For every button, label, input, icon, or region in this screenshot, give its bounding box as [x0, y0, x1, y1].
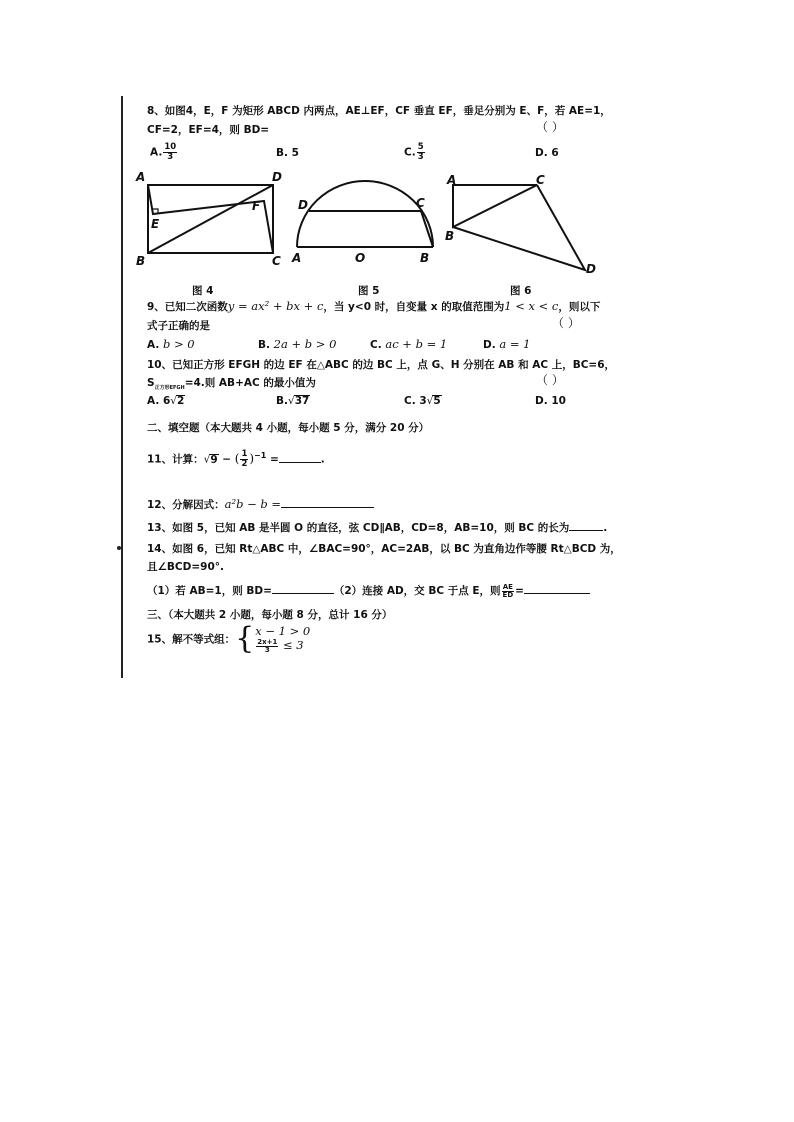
q15-prefix: 15、解不等式组：	[147, 633, 236, 646]
q14-line1: 14、如图 6，已知 Rt△ABC 中，∠BAC=90°，AC=2AB，以 BC 为直角边作等腰 Rt△BCD 为，	[147, 543, 621, 555]
fig4-label-b: B	[136, 254, 146, 268]
q9-option-d-math: a = 1	[499, 337, 531, 351]
q13-text: 13、如图 5，已知 AB 是半圆 O 的直径，弦 CD∥AB，CD=8，AB=10，则 BC 的长为	[147, 522, 570, 534]
fig6-triangle-bcd	[453, 185, 585, 270]
q10-option-a-radicand: 2	[176, 395, 185, 407]
q10-area-symbol: S	[147, 377, 155, 389]
fig5-label-o: O	[355, 251, 366, 265]
q15-rows	[255, 624, 310, 654]
q8-option-d: D. 6	[535, 147, 559, 159]
q9-option-c-label: C.	[370, 339, 382, 351]
q13-answer-blank[interactable]	[569, 519, 603, 531]
q9-option-c-math: ac + b = 1	[385, 337, 448, 351]
section2-title: 二、填空题（本大题共 4 小题，每小题 5 分，满分 20 分）	[147, 422, 430, 434]
q11-answer-blank[interactable]	[279, 451, 321, 463]
q15-row2-rest: ≤ 3	[283, 638, 304, 653]
q15-row2	[255, 638, 310, 654]
q9-line2: 式子正确的是	[147, 320, 210, 332]
q15	[147, 621, 311, 656]
section3-title: 三、（本大题共 2 小题，每小题 8 分，总计 16 分）	[147, 609, 393, 621]
q9-line1	[147, 299, 600, 314]
q11-frac-num: 1	[241, 449, 248, 459]
q11-minus: −	[218, 453, 235, 466]
q12	[147, 496, 374, 512]
q9-option-b	[258, 337, 336, 351]
q14-equals: =	[515, 585, 524, 597]
q11-fraction	[240, 450, 248, 469]
fig5-label-d: D	[298, 198, 308, 212]
q8-option-a-num: 10	[164, 142, 177, 152]
q13-end: .	[603, 522, 608, 534]
q10-option-c-root-icon: √	[426, 395, 434, 407]
q10-option-c-label: C. 3	[404, 395, 427, 407]
fig6-label-a: A	[447, 173, 457, 187]
q12-answer-blank[interactable]	[281, 496, 374, 508]
figure-4	[0, 0, 794, 300]
q10-option-b-root-icon: √	[288, 395, 295, 407]
fig5-semicircle-arc	[297, 181, 433, 247]
fig4-label-e: E	[151, 217, 160, 231]
q8-option-c-label: C.	[404, 146, 416, 159]
q14-part1: （1）若 AB=1，则 BD=	[147, 585, 272, 597]
fig4-label-a: A	[136, 170, 146, 184]
margin-mark	[117, 546, 121, 550]
q9-prefix: 9、已知二次函数	[147, 301, 228, 313]
q14-part2: （2）连接 AD，交 BC 于点 E，则	[333, 585, 501, 597]
q10-line1: 10、已知正方形 EFGH 的边 EF 在△ABC 的边 BC 上，点 G、H 分别在 AB 和 AC 上，BC=6，	[147, 359, 616, 371]
q8-option-a-label: A.	[150, 146, 163, 159]
fig6-triangle-abc	[453, 185, 537, 227]
q8-option-a-den: 3	[167, 152, 174, 162]
q14-part1-blank[interactable]	[272, 582, 334, 594]
fig6-caption: 图 6	[510, 285, 532, 297]
q9-option-d-label: D.	[483, 339, 496, 351]
fig5-label-a: A	[292, 251, 302, 265]
q11-prefix: 11、计算：	[147, 453, 204, 466]
q10-area-subscript: 正方形EFGH	[154, 385, 185, 392]
fig6-label-c: C	[536, 173, 545, 187]
q8-answer-paren: （ ）	[536, 120, 564, 134]
q10-option-b-label: B.	[276, 395, 288, 407]
q10-option-a-root-icon: √	[170, 395, 177, 407]
q15-row1: x − 1 > 0	[255, 624, 311, 639]
q10-option-b-radicand: 37	[294, 395, 310, 407]
q9-option-a-math: b > 0	[162, 337, 195, 351]
q15-inequality-system	[235, 621, 311, 656]
fig5-caption: 图 5	[358, 285, 380, 297]
q10-option-a-label: A. 6	[147, 395, 171, 407]
q10-option-a	[147, 395, 185, 407]
q10-line2	[147, 375, 316, 391]
q8-text-line2: CF=2，EF=4，则 BD=	[147, 124, 270, 136]
q14-parts	[147, 582, 590, 599]
q9-option-d	[483, 337, 531, 351]
q9-option-b-label: B.	[258, 339, 270, 351]
q10-option-b	[276, 395, 310, 407]
q9-option-c	[370, 337, 447, 351]
fig5-label-c: C	[416, 196, 425, 210]
q9-option-a	[147, 337, 195, 351]
q11-radicand: 9	[210, 453, 218, 466]
fig4-caption: 图 4	[192, 285, 214, 297]
fig5-label-b: B	[420, 251, 430, 265]
fig4-label-f: F	[252, 199, 261, 213]
q14-line2: 且∠BCD=90°.	[147, 561, 224, 573]
q14-frac-num: AE	[502, 582, 513, 591]
q11-open-paren: (	[234, 451, 240, 466]
q13	[147, 519, 607, 535]
q10-line2-rest: =4.则 AB+AC 的最小值为	[184, 377, 316, 389]
q9-answer-paren: （ ）	[552, 316, 580, 330]
q10-option-d: D. 10	[535, 395, 566, 407]
fig6-label-b: B	[445, 229, 455, 243]
q10-option-c	[404, 395, 442, 407]
fig4-label-c: C	[272, 254, 281, 268]
fig6-label-d: D	[586, 262, 596, 276]
q11-frac-den: 2	[241, 459, 248, 469]
q11-equals: =	[266, 453, 279, 466]
q15-brace-icon: {	[235, 621, 255, 656]
q9-suffix: ，则以下	[558, 301, 601, 313]
fig4-diagonal-bd	[148, 185, 273, 253]
q12-math: a²b − b =	[224, 497, 282, 511]
q15-row2-num: 2x+1	[257, 637, 278, 646]
q15-row2-den: 3	[264, 645, 270, 654]
q8-option-c-num: 5	[417, 142, 424, 152]
q12-prefix: 12、分解因式：	[147, 499, 225, 511]
q14-fraction	[502, 584, 515, 599]
q15-row2-fraction	[256, 639, 278, 654]
q9-range: 1 < x < c	[504, 299, 559, 313]
q8-text-line1: 8、如图4，E，F 为矩形 ABCD 内两点，AE⊥EF，CF 垂直 EF，垂足分别为 E、F，若 AE=1，	[147, 105, 611, 117]
q11-root-icon: √	[203, 453, 211, 466]
fig4-label-d: D	[272, 170, 282, 184]
q8-option-b: B. 5	[276, 147, 299, 159]
q11-close-paren: )	[249, 451, 255, 466]
q14-frac-den: ED	[502, 590, 514, 599]
q8-option-c-den: 3	[417, 152, 424, 162]
q11: 11、计算：√9 − ( $\frac{1}{2}$ )$^{-1}$ = .	[147, 449, 325, 469]
q10-option-c-radicand: 5	[433, 395, 441, 407]
q14-part2-blank[interactable]	[524, 582, 590, 594]
q9-option-b-math: 2a + b > 0	[273, 337, 337, 351]
q9-formula: y = ax² + bx + c	[227, 299, 324, 313]
q10-answer-paren: （ ）	[536, 373, 564, 387]
q9-mid: ，当 y<0 时，自变量 x 的取值范围为	[323, 301, 505, 313]
q11-exponent: −1	[254, 451, 267, 460]
q9-option-a-label: A.	[147, 339, 160, 351]
